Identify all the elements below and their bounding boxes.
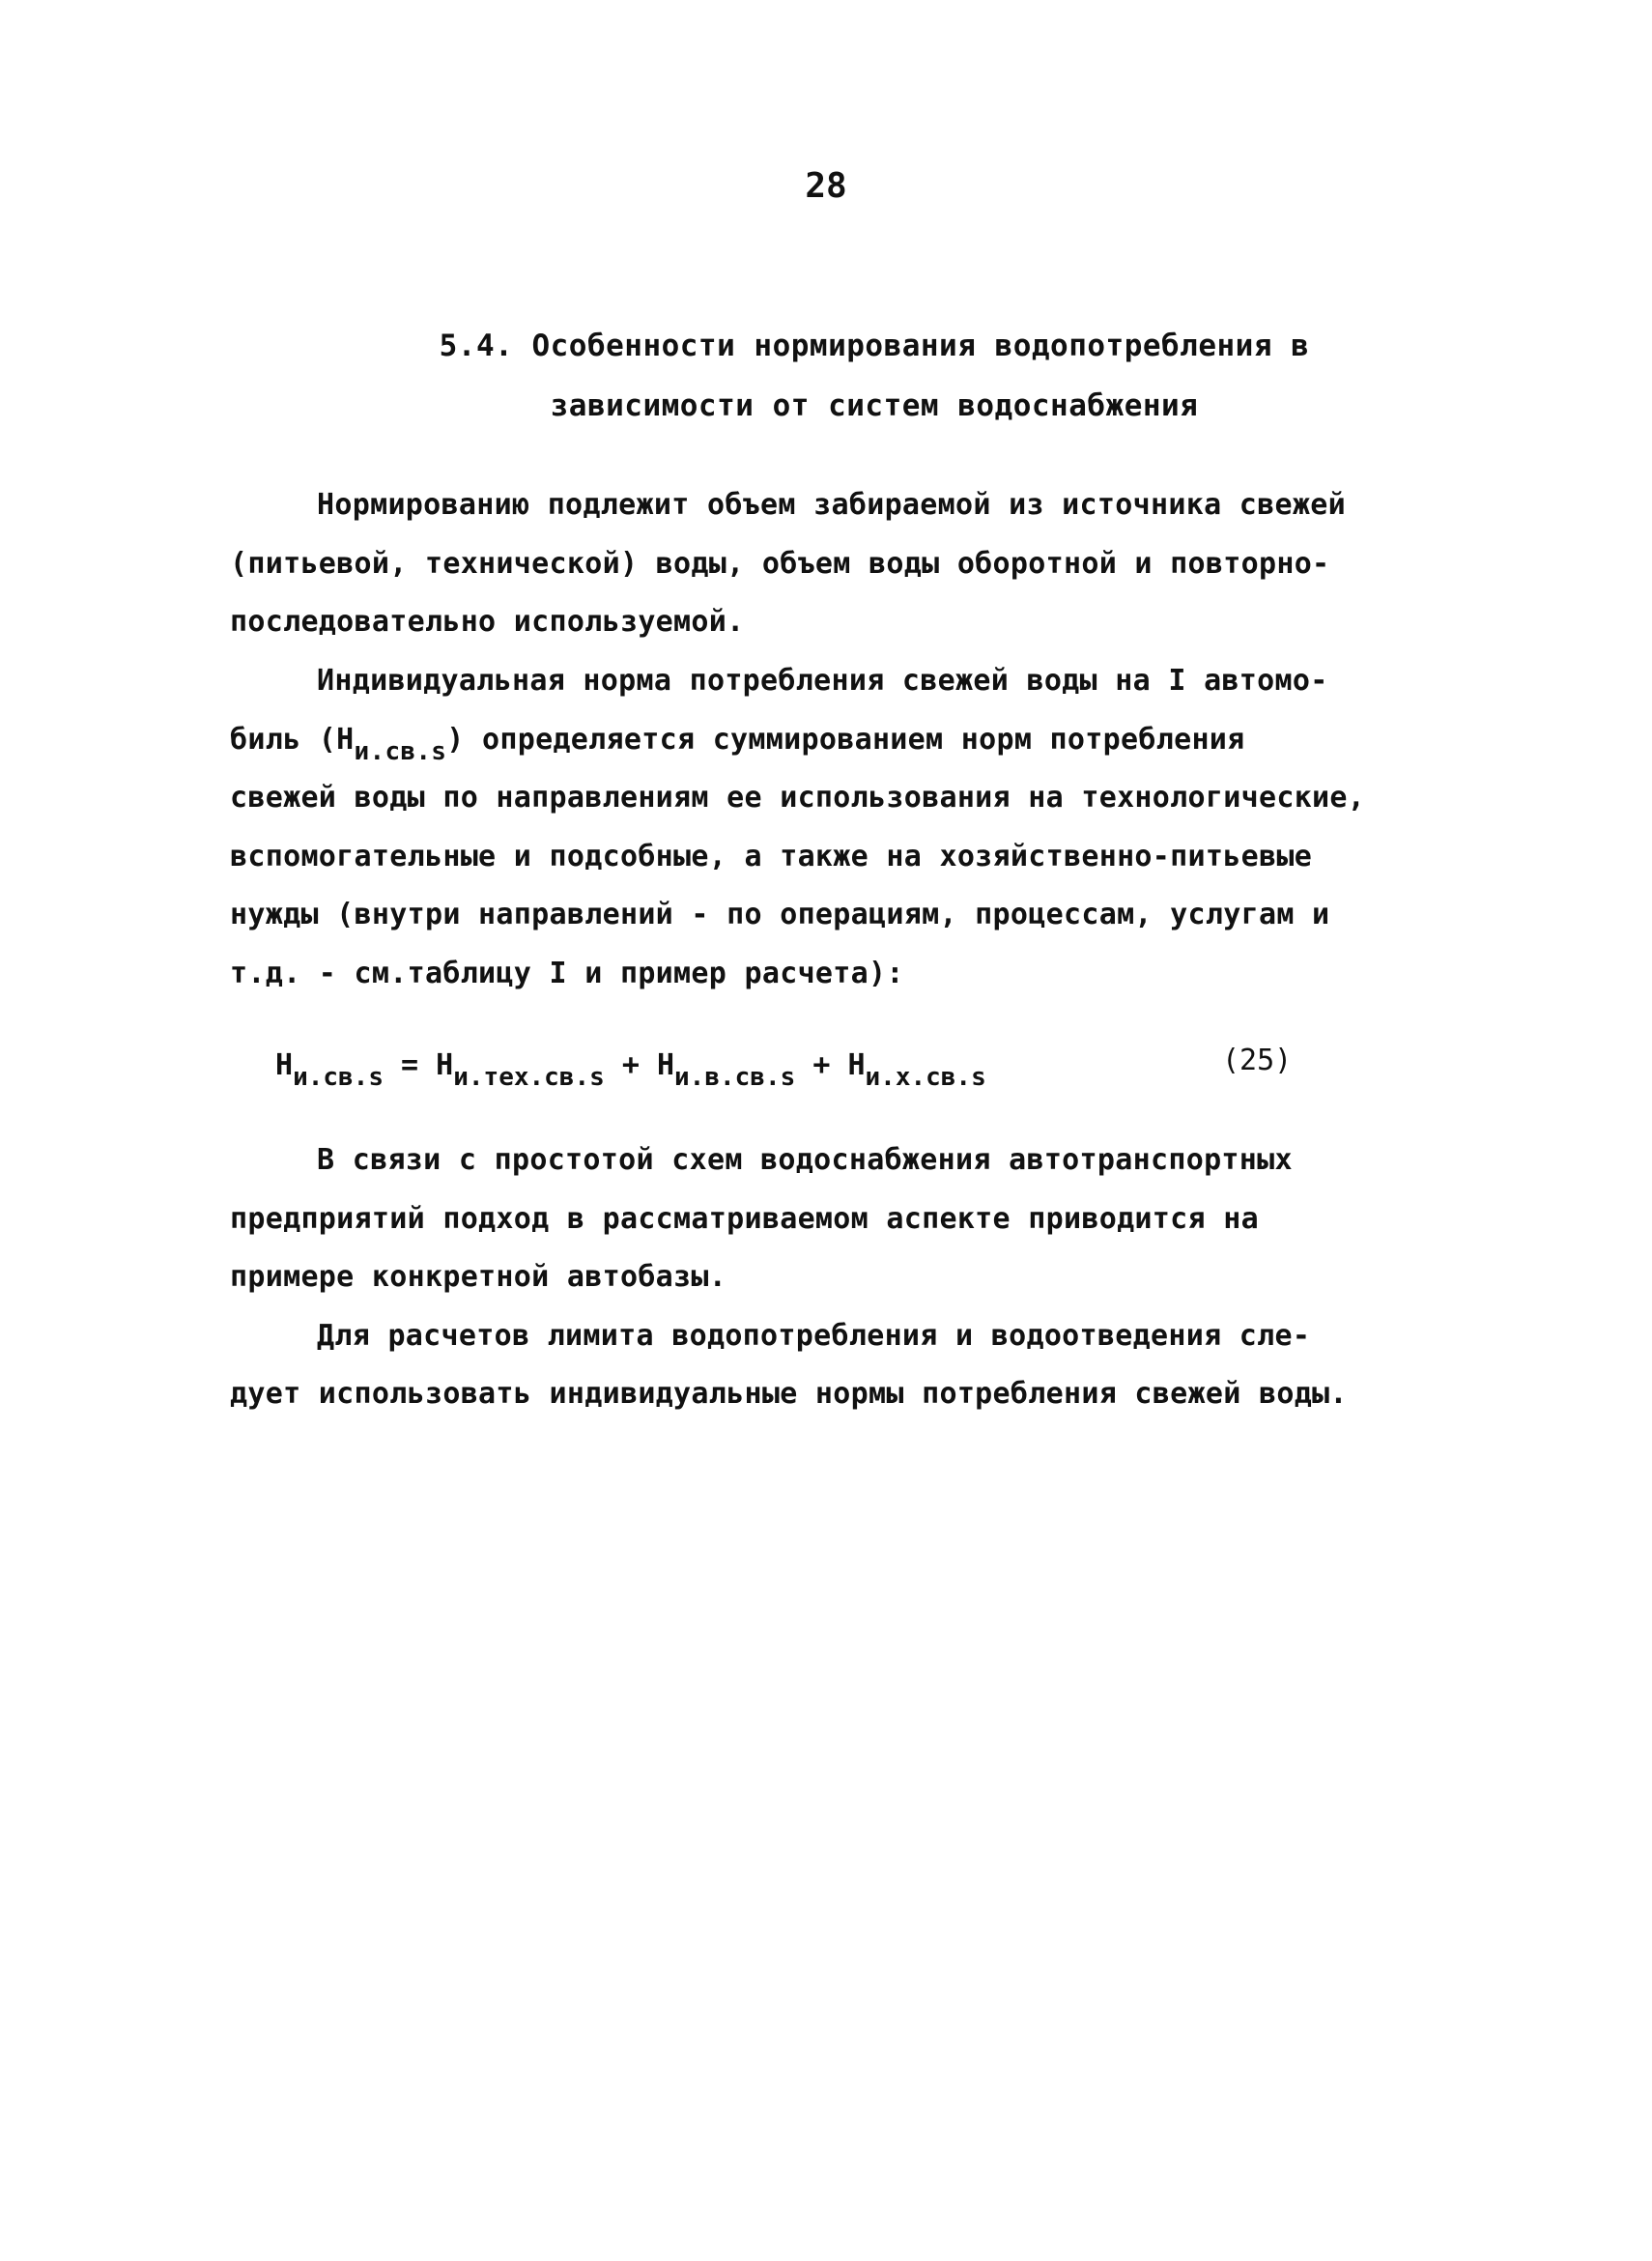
formula-term-1: Н	[275, 1048, 294, 1082]
paragraph-4-line-2: дует использовать индивидуальные нормы потребления свежей воды.	[230, 1377, 1348, 1411]
paragraph-2-line-4: вспомогательные и подсобные, а также на хозяйственно-питьевые	[230, 840, 1313, 873]
paragraph-2-line-6: т.д. - см.таблицу I и пример расчета):	[230, 957, 904, 990]
formula-term-3: Н	[656, 1048, 675, 1082]
formula-term-2: Н	[436, 1048, 454, 1082]
formula-operator-plus-1: +	[604, 1048, 657, 1082]
paragraph-2-line-1: Индивидуальная норма потребления свежей воды на I автомо-	[317, 664, 1328, 698]
paragraph-1-line-1: Нормированию подлежит объем забираемой из источника свежей	[317, 488, 1346, 522]
paragraph-2-line-5: нужды (внутри направлений - по операциям, процессам, услугам и	[230, 898, 1330, 931]
paragraph-2-line-2-text: ) определяется суммированием норм потребления	[446, 723, 1245, 757]
formula-25	[275, 1048, 986, 1092]
paragraph-1-line-2: (питьевой, технической) воды, объем воды оборотной и повторно-	[230, 547, 1330, 581]
paragraph-1-line-3: последовательно используемой.	[230, 605, 745, 639]
formula-term-1-subscript: и.св.s	[293, 1062, 384, 1092]
formula-number: (25)	[1222, 1044, 1293, 1077]
formula-operator-equals: =	[383, 1048, 437, 1082]
section-heading-line-2: зависимости от систем водоснабжения	[550, 388, 1199, 423]
formula-term-4: Н	[847, 1048, 866, 1082]
paragraph-4-line-1: Для расчетов лимита водопотребления и водоотведения сле-	[317, 1319, 1311, 1353]
formula-term-3-subscript: и.в.св.s	[674, 1062, 796, 1092]
page-number: 28	[805, 166, 847, 206]
section-heading-line-1: 5.4. Особенности нормирования водопотребления в	[439, 329, 1310, 363]
inline-symbol-subscript: и.св.s	[354, 736, 447, 766]
inline-symbol: биль (Н	[230, 723, 355, 757]
paragraph-3-line-1: В связи с простотой схем водоснабжения автотранспортных	[317, 1143, 1293, 1177]
formula-term-2-subscript: и.тех.св.s	[453, 1062, 605, 1092]
paragraph-2-line-3: свежей воды по направлениям ее использования на технологические,	[230, 781, 1366, 815]
formula-operator-plus-2: +	[795, 1048, 848, 1082]
paragraph-3-line-2: предприятий подход в рассматриваемом аспекте приводится на	[230, 1202, 1259, 1236]
paragraph-2-line-2	[230, 723, 1245, 766]
formula-term-4-subscript: и.х.св.s	[865, 1062, 986, 1092]
paragraph-3-line-3: примере конкретной автобазы.	[230, 1260, 727, 1294]
